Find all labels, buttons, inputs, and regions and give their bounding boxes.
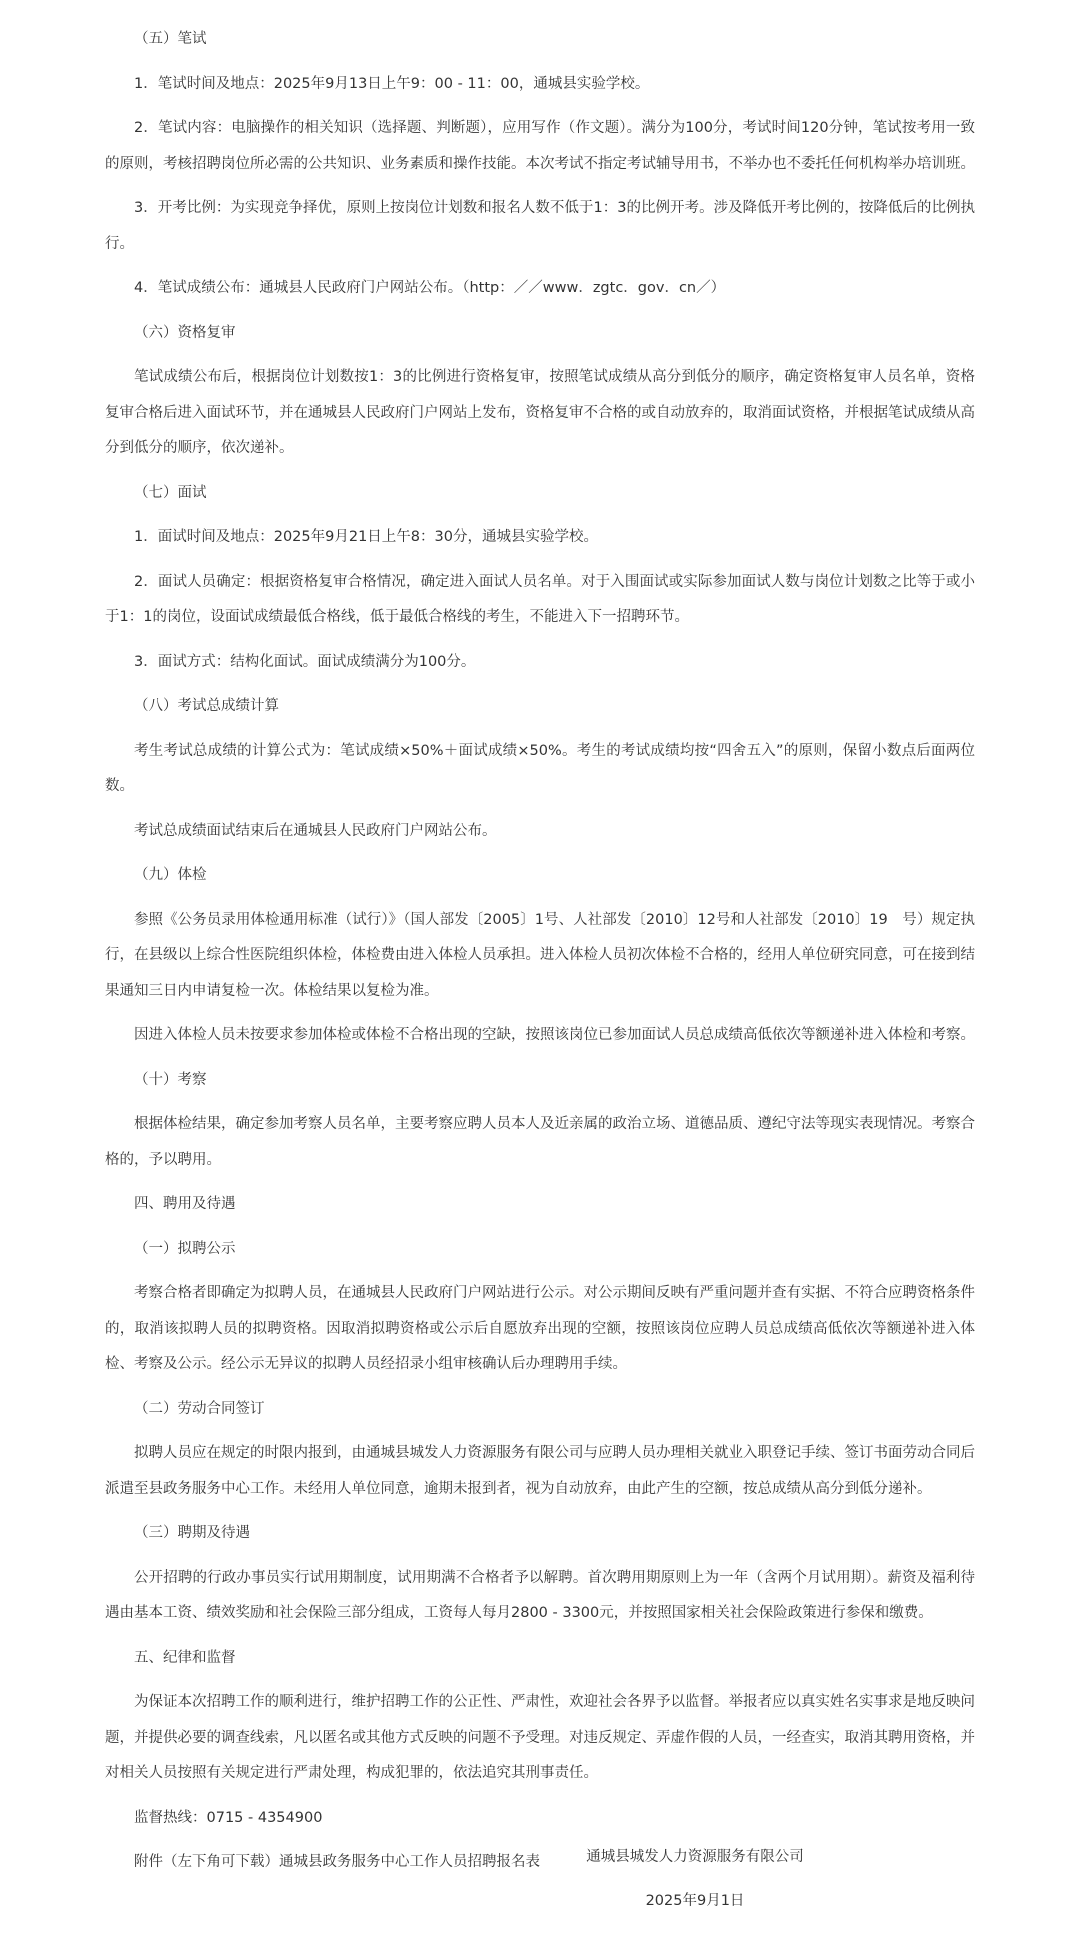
paragraph: 参照《公务员录用体检通用标准（试行）》（国人部发〔2005〕1号、人社部发〔2010〕12号和人社部发〔2010〕19 号）规定执行，在县级以上综合性医院组织体检，体检费由进入体检人员承担。进入体检人员初次体检不合格的，经用人单位研究同意，可在接到结果通知三日内申请复检一次。体检结果以复检为准。 bbox=[105, 911, 975, 999]
heading-term-and-salary: （三）聘期及待遇 bbox=[134, 1525, 250, 1541]
heading-employment: 四、聘用及待遇 bbox=[134, 1196, 236, 1212]
article-body bbox=[105, 0, 975, 1909]
paragraph: 为保证本次招聘工作的顺利进行，维护招聘工作的公正性、严肃性，欢迎社会各界予以监督。举报者应以真实姓名实事求是地反映问题，并提供必要的调查线索，凡以匿名或其他方式反映的问题不予受理。对违反规定、弄虚作假的人员，一经查实，取消其聘用资格，并对相关人员按照有关规定进行严肃处理，构成犯罪的，依法追究其刑事责任。 bbox=[105, 1694, 975, 1781]
heading-interview: （七）面试 bbox=[134, 484, 207, 501]
paragraph: 因进入体检人员未按要求参加体检或体检不合格出现的空缺，按照该岗位已参加面试人员总成绩高低依次等额递补进入体检和考察。 bbox=[134, 1027, 975, 1043]
paragraph: 1．面试时间及地点：2025年9月21日上午8：30分，通城县实验学校。 bbox=[134, 529, 598, 545]
paragraph: 拟聘人员应在规定的时限内报到，由通城县城发人力资源服务有限公司与应聘人员办理相关就业入职登记手续、签订书面劳动合同后派遣至县政务服务中心工作。未经用人单位同意，逾期未报到者，视为自动放弃，由此产生的空额，按总成绩从高分到低分递补。 bbox=[105, 1445, 975, 1497]
paragraph: 笔试成绩公布后，根据岗位计划数按1：3的比例进行资格复审，按照笔试成绩从高分到低分的顺序，确定资格复审人员名单，资格复审合格后进入面试环节，并在通城县人民政府门户网站上发布，资格复审不合格的或自动放弃的，取消面试资格，并根据笔试成绩从高分到低分的顺序，依次递补。 bbox=[105, 369, 975, 456]
paragraph: 2．面试人员确定：根据资格复审合格情况，确定进入面试人员名单。对于入围面试或实际参加面试人数与岗位计划数之比等于或小于1：1的岗位，设面试成绩最低合格线，低于最低合格线的考生，不能进入下一招聘环节。 bbox=[105, 573, 975, 625]
signature-organization bbox=[105, 1840, 975, 1876]
paragraph: 考察合格者即确定为拟聘人员，在通城县人民政府门户网站进行公示。对公示期间反映有严重问题并查有实据、不符合应聘资格条件的，取消该拟聘人员的拟聘资格。因取消拟聘资格或公示后自愿放弃出现的空额，按照该岗位应聘人员总成绩高低依次等额递补进入体检、考察及公示。经公示无异议的拟聘人员经招录小组审核确认后办理聘用手续。 bbox=[105, 1285, 975, 1372]
paragraph: 4．笔试成绩公布：通城县人民政府门户网站公布。（http：／／www．zgtc．gov．cn／） bbox=[134, 280, 726, 296]
heading-total-score: （八）考试总成绩计算 bbox=[134, 698, 279, 714]
signature-organization-text: 通城县城发人力资源服务有限公司 bbox=[586, 1849, 804, 1865]
paragraph: 考试总成绩面试结束后在通城县人民政府门户网站公布。 bbox=[134, 822, 497, 839]
heading-contract: （二）劳动合同签订 bbox=[134, 1400, 265, 1417]
signature-date-text: 2025年9月1日 bbox=[645, 1893, 745, 1909]
attachment-note: 附件（左下角可下载）通城县政务服务中心工作人员招聘报名表 bbox=[134, 1854, 540, 1870]
heading-inspection: （十）考察 bbox=[134, 1071, 207, 1088]
paragraph: 公开招聘的行政办事员实行试用期制度，试用期满不合格者予以解聘。首次聘用期原则上为一年（含两个月试用期）。薪资及福利待遇由基本工资、绩效奖励和社会保险三部分组成，工资每人每月2800 - 3300元，并按照国家相关社会保险政策进行参保和缴费。 bbox=[105, 1569, 975, 1621]
heading-written-exam: （五）笔试 bbox=[134, 31, 207, 47]
heading-physical-exam: （九）体检 bbox=[134, 867, 207, 883]
heading-qualification-review: （六）资格复审 bbox=[134, 324, 236, 341]
paragraph: 2．笔试内容：电脑操作的相关知识（选择题、判断题），应用写作（作文题）。满分为100分，考试时间120分钟，笔试按考用一致的原则，考核招聘岗位所必需的公共知识、业务素质和操作技能。本次考试不指定考试辅导用书，不举办也不委托任何机构举办培训班。 bbox=[105, 120, 975, 172]
paragraph: 考生考试总成绩的计算公式为：笔试成绩×50%＋面试成绩×50%。考生的考试成绩均按“四舍五入”的原则，保留小数点后面两位数。 bbox=[105, 742, 975, 794]
supervision-hotline: 监督热线：0715 - 4354900 bbox=[134, 1809, 323, 1826]
paragraph: 3．开考比例：为实现竞争择优，原则上按岗位计划数和报名人数不低于1：3的比例开考。涉及降低开考比例的，按降低后的比例执行。 bbox=[105, 200, 975, 252]
paragraph: 3．面试方式：结构化面试。面试成绩满分为100分。 bbox=[134, 653, 476, 670]
heading-public-notice: （一）拟聘公示 bbox=[134, 1240, 236, 1257]
paragraph: 根据体检结果，确定参加考察人员名单，主要考察应聘人员本人及近亲属的政治立场、道德品质、遵纪守法等现实表现情况。考察合格的，予以聘用。 bbox=[105, 1116, 975, 1168]
heading-discipline: 五、纪律和监督 bbox=[134, 1649, 236, 1666]
paragraph: 1．笔试时间及地点：2025年9月13日上午9：00 - 11：00，通城县实验学校。 bbox=[134, 75, 650, 92]
signature-date bbox=[105, 1884, 975, 1920]
